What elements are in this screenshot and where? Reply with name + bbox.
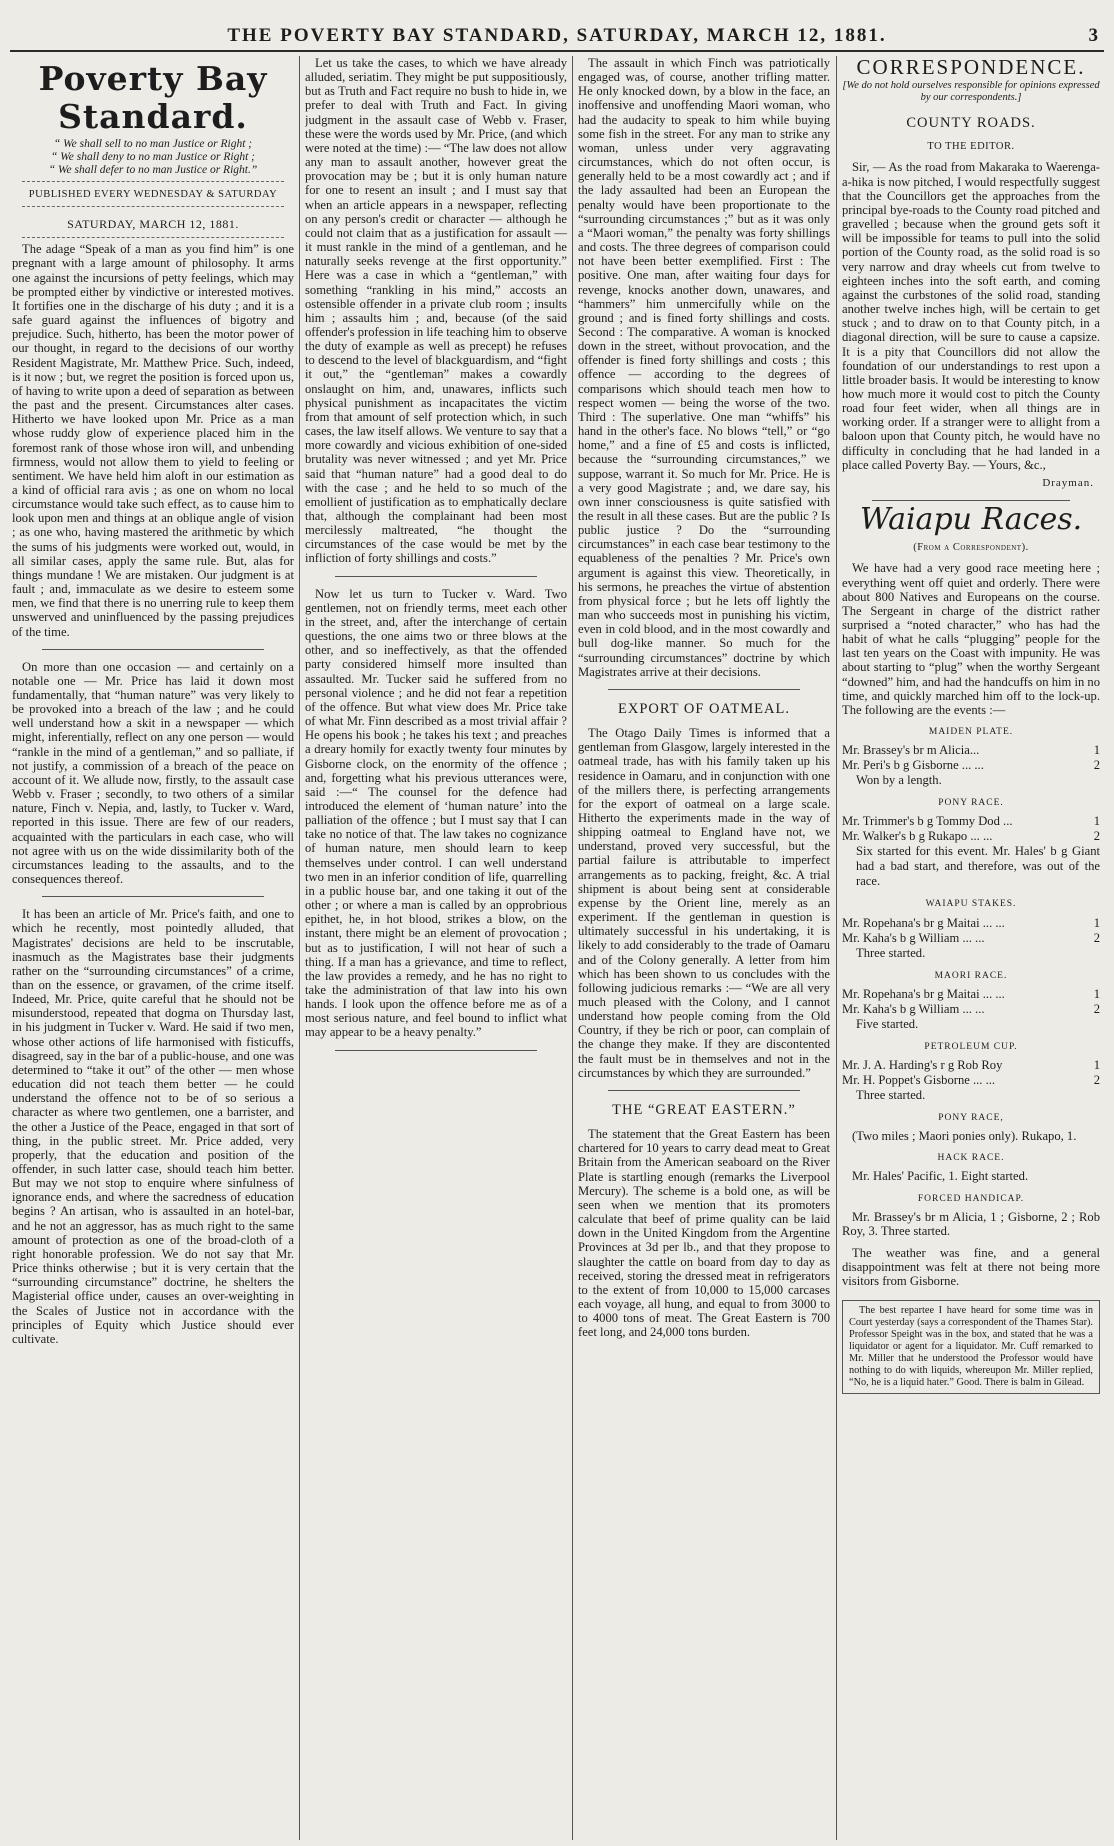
editorial-paragraph: Let us take the cases, to which we have already alluded, seriatim. They might be put suppositiously, but as Truth and Fact require no bush to hide in, we prefer to deal with Truth and Fact. In giving judgment in the assault case of Webb v. Fraser, these were the words used by Mr. Price, (and which were noted at the time) :— “The law does not allow any man to assault another, however great the provocation may be ; but it is only human nature for one to resent an insult ; and I must say that when an article appears in a newspaper, reflecting on any person's credit or character — although he could not claim that as a justification for assault — it must rankle in the mind of a gentleman, and he naturally seeks revenge at the first opportunity.” Here was a case in which a “gentleman,” with something “rankling in his mind,” accosts an ostensible offender in a private club room ; insults him ; assaults him ; and, because (of the said offender's profession in life teaching him to observe the duty of example as well as precept) he refuses to descend to the level of blackguardism, and “fight it out,” the “gentleman” makes a cowardly onslaught on him, and, unawares, inflicts such physical punishment as incapacitates the victim from that amount of self protection which, in such cases, the law itself allows. We venture to say that a more cowardly and vicious exhibition of one-sided brutality was never witnessed ; and yet Mr. Price said that “human nature” had a good deal to do with the case ; and he held to so much of the emollient of justification as to emphatically declare that, although the complainant had been most mercilessly maltreated, “he thought the circumstances of the case would be met by the infliction of forty shillings and costs.” <box>305 56 567 566</box>
horse-entry: Mr. Ropehana's br g Maitai ... ... <box>842 915 1005 930</box>
paper-name: Poverty Bay Standard. <box>38 59 268 136</box>
page-number: 3 <box>1088 25 1100 46</box>
place: 1 <box>1093 1057 1100 1072</box>
correspondence-heading: CORRESPONDENCE. <box>856 56 1086 79</box>
place: 1 <box>1093 814 1100 829</box>
race-note: Three started. <box>856 1087 926 1102</box>
race-event <box>842 796 1100 889</box>
oatmeal-heading: EXPORT OF OATMEAL. <box>618 700 790 717</box>
mottos <box>12 138 294 177</box>
masthead <box>0 0 1114 44</box>
repartee-note <box>842 1300 1100 1394</box>
race-event <box>842 897 1100 960</box>
race-title: HACK RACE. <box>937 1153 1005 1164</box>
column-divider <box>299 56 300 1840</box>
letter-salutation: TO THE EDITOR. <box>927 141 1015 153</box>
race-result <box>842 987 1100 1002</box>
correspondence-disclaimer: [We do not hold ourselves responsible for opinions expressed by our correspondents.] <box>842 80 1100 104</box>
race-note: Won by a length. <box>856 773 942 788</box>
ornamental-rule <box>22 237 284 238</box>
race-result <box>842 758 1100 773</box>
ornamental-rule <box>22 206 284 207</box>
race-title: WAIAPU STAKES. <box>925 899 1017 910</box>
race-note: Five started. <box>856 1016 919 1031</box>
race-title: FORCED HANDICAP. <box>917 1193 1025 1204</box>
column-2 <box>305 56 567 1840</box>
editorial-paragraph: Now let us turn to Tucker v. Ward. Two gentlemen, not on friendly terms, meet each other in the street, and, after the interchange of certain questions, the one aims two or three blows at the other, and so ineffectively, as that the offended party considered himself more insulted than assaulted. Mr. Tucker said he suffered from no personal violence ; and he did not fear a repetition of the offence. But what view does Mr. Price take of what Mr. Finn described as a most trivial affair ? He opens his book ; he takes his text ; and preaches a dreary homily for exactly twenty four minutes by Gisborne clock, on the enormity of the offence ; and, forgetting what his previous utterances were, said :—“ The counsel for the defence had introduced the element of ‘human nature’ into the palliation of the offence ; but I must say that I can take no notice of that. The law takes no cognizance of human nature, men should learn to keep themselves under control. I can well understand two men in an inferior condition of life, quarrelling in a public house bar, and one taking it out of the other ; or where a man is called by an opprobrious epithet, he, in hot blood, strikes a blow, on the instant, there might be an element of provocation ; but as to justification, I will not hear of such a thing. If a man has a grievance, and time to reflect, the law provides a remedy, and he has no right to take the administration of that law into his own hands. I look upon the offence before me as of a most serious nature, and feel bound to inflict what may appear to be a heavy penalty.” <box>305 586 567 1040</box>
horse-entry: Mr. Kaha's b g William ... ... <box>842 930 985 945</box>
horse-entry: Mr. Peri's b g Gisborne ... ... <box>842 758 984 773</box>
place: 2 <box>1093 829 1100 844</box>
race-event <box>842 725 1100 788</box>
place: 2 <box>1093 1072 1100 1087</box>
horse-entry: Mr. H. Poppet's Gisborne ... ... <box>842 1072 996 1087</box>
race-title: MAORI RACE. <box>934 970 1008 981</box>
great-eastern-heading: THE “GREAT EASTERN.” <box>612 1101 796 1118</box>
race-title: PETROLEUM CUP. <box>924 1041 1018 1052</box>
masthead-title: THE POVERTY BAY STANDARD, SATURDAY, MARCH 12, 1881. <box>227 25 887 46</box>
motto-line: “ We shall sell to no man Justice or Right ; <box>53 138 253 150</box>
race-result <box>842 829 1100 844</box>
section-rule <box>608 689 800 690</box>
race-text: Mr. Brassey's br m Alicia, 1 ; Gisborne, 2 ; Rob Roy, 3. Three started. <box>842 1209 1100 1238</box>
issue-date: SATURDAY, MARCH 12, 1881. <box>67 217 239 232</box>
place: 1 <box>1093 743 1100 758</box>
column-3 <box>578 56 830 1840</box>
races-heading: Waiapu Races. <box>859 502 1083 538</box>
place: 1 <box>1093 915 1100 930</box>
horse-entry: Mr. Ropehana's br g Maitai ... ... <box>842 986 1005 1001</box>
section-rule <box>335 1050 537 1051</box>
section-rule <box>42 649 264 650</box>
oatmeal-article: The Otago Daily Times is informed that a gentleman from Glasgow, largely interested in the oatmeal trade, has with his family taken up his residence in Oamaru, and in conjunction with one of the millers there, is perfecting arrangements for the export of oatmeal on a large scale. Hitherto the experiments made in the way of shipping oatmeal to England have not, we understand, proved very successful, but the partial failure is attributable to imperfect arrangements as to packing, freight, &c. A trial shipment is about being sent at considerable expense by the Orient line, merely as an experiment. If the gentleman in question is ultimately successful in his undertaking, it is likely to add considerably to the trade of Oamaru and of the Colony generally. A letter from him which has been shown to us concludes with the following judicious remarks :— “We are all very much pleased with the Colony, and I cannot understand how people coming from the Old Country, if they be rich or poor, can complain of the change they make. If they are discontented the fault must be in themselves and not in the circumstances by which they are surrounded.” <box>578 726 830 1080</box>
section-rule <box>42 896 264 897</box>
repartee-text: The best repartee I have heard for some time was in Court yesterday (says a correspondent of the Thames Star). Professor Speight was in the box, and stated that he was a liquidator or agent for a liquidator. Mr. Cuff remarked to Mr. Miller that he understood the Professor would have nothing to do with liquids, whereupon Mr. Miller replied, “No, he is a liquid hater.” Good. There is balm in Gilead. <box>849 1305 1093 1389</box>
race-result <box>842 814 1100 829</box>
race-note: Six started for this event. Mr. Hales' b g Giant had a bad start, and therefore, was out of the race. <box>856 844 1100 889</box>
letter-heading: COUNTY ROADS. <box>906 115 1036 132</box>
race-result <box>842 916 1100 931</box>
races-intro: We have had a very good race meeting here ; everything went off quiet and orderly. There were about 800 Natives and Europeans on the course. The Sergeant in charge of the district rather surprised a “noted character,” who has had the habit of what he calls “plugging” people for the last ten years on the Coast with impunity. He was about starting to “plug” when the worthy Sergeant “downed” him, and had the handcuffs on him in no time, and quickly marched him off to the lock-up. The following are the events :— <box>842 561 1100 717</box>
race-result <box>842 1002 1100 1017</box>
great-eastern-article: The statement that the Great Eastern has been chartered for 10 years to carry dead meat to Great Britain from the American seaboard on the River Plate is startling enough (remarks the Liverpool Mercury). The scheme is a bold one, as will be seen when we mention that its promoters calculate that beef of prime quality can be laid down in the United Kingdom from the Argentine Provinces at 3d per lb., and that they propose to slaughter the cattle on board from day to day as received, storing the dressed meat in refrigerators to the extent of from 10,000 to 15,000 carcases each voyage, all hung, and equal to from 3000 to to 4000 tons of meat. The Great Eastern is 700 feet long, and 24,000 tons burden. <box>578 1127 830 1340</box>
horse-entry: Mr. Kaha's b g William ... ... <box>842 1001 985 1016</box>
race-result <box>842 1058 1100 1073</box>
section-rule <box>608 1090 800 1091</box>
races-closing: The weather was fine, and a general disappointment was felt at there not being more visitors from Gisborne. <box>842 1245 1100 1289</box>
race-title: PONY RACE, <box>938 1112 1004 1123</box>
horse-entry: Mr. Walker's b g Rukapo ... ... <box>842 829 993 844</box>
horse-entry: Mr. J. A. Harding's r g Rob Roy <box>842 1057 1003 1072</box>
race-text: (Two miles ; Maori ponies only). Rukapo, 1. <box>852 1129 1077 1144</box>
editorial-paragraph: The adage “Speak of a man as you find him” is one pregnant with a large amount of philosophy. It arms one against the incursions of petty feelings, which may be prompted either by vindictive or interested motives. It fortifies one in the discharge of his duty ; and it is a safe guard against the influences of bigotry and prejudice. Such, hitherto, has been the motor power of our thought, in regard to the decisions of our worthy Resident Magistrate, Mr. Matthew Price. Such, indeed, is it now ; but, we regret the position is forced upon us, of having to write upon a deed of separation as between the past and the present. Circumstances alter cases. Hitherto we have looked upon Mr. Price as a man whose ruddy glow of experience placed him in the foremost rank of those whose iron will, and unbending firmness, would not allow them to yield to feeling or sentiment. We have held him aloft in our estimation as a kind of official rara avis ; as one on whom no local circumstance would take such effect, as to cause him to look upon men and things at an oblique angle of vision ; as one who, having mastered the arithmetic by which the sums of his judgments were worked out, would, in all similar cases, apply the same rule. But, alas for things mundane ! We are mistaken. Our judgment is at fault ; and, immaculate as we desire to esteem some men, we find that there is no unerring rule to keep them unswerved and uninfluenced by the passing prejudices of the time. <box>12 242 294 639</box>
section-rule <box>335 576 537 577</box>
race-result <box>842 743 1100 758</box>
column-4 <box>842 56 1100 1840</box>
race-title: MAIDEN PLATE. <box>928 727 1014 738</box>
race-result <box>842 1073 1100 1088</box>
race-text: Mr. Hales' Pacific, 1. Eight started. <box>852 1169 1029 1184</box>
ornamental-rule <box>22 181 284 182</box>
masthead-rule <box>10 50 1104 52</box>
motto-line: “ We shall deny to no man Justice or Right ; <box>51 151 255 163</box>
place: 2 <box>1093 930 1100 945</box>
race-event <box>842 1040 1100 1103</box>
place: 2 <box>1093 758 1100 773</box>
race-result <box>842 931 1100 946</box>
letter-body: Sir, — As the road from Makaraka to Waerenga-a-hika is now pitched, I would respectfully suggest that the Councillors get the approaches from the principal bye-roads to the County road pitched and gravelled ; because when the ground gets soft it will be impossible for teams to pull into the solid portion of the County road, as the solid road is so very narrow and dray wheels cut from twelve to eighteen inches into the soft earth, and coming against the curbstones of the solid road, standing another twelve inches high, will be certain to get stuck ; and to draw on to that County pitch, in a diagonal direction, will be sure to cause a capsize. It is a pity that Councillors did not allow the foundation of our understandings to rest upon a little broader basis. It would be interesting to know how much more it would cost to pitch the County road four feet wider, when all things are in working order. If a stranger were to allight from a baloon upon that County pitch, he would have no difficulty in concluding that he had landed in a place called Poverty Bay. — Yours, &c., <box>842 160 1100 472</box>
horse-entry: Mr. Trimmer's b g Tommy Dod ... <box>842 814 1013 829</box>
place: 2 <box>1093 1001 1100 1016</box>
publication-schedule: PUBLISHED EVERY WEDNESDAY & SATURDAY <box>28 189 278 200</box>
race-event <box>842 969 1100 1032</box>
column-divider <box>572 56 573 1840</box>
place: 1 <box>1093 986 1100 1001</box>
editorial-paragraph: On more than one occasion — and certainly on a notable one — Mr. Price has laid it down most fundamentally, that “human nature” was very likely to be provoked into a breach of the law ; and he could well understand how a skit in a newspaper — which might, inferentially, reflect on any one person — would “rankle in the mind of a gentleman,” and so palliate, if not justify, a commission of a breach of the peace on account of it. We allude now, firstly, to the assault case Webb v. Fraser ; secondly, to two others of a similar nature, Finch v. Nepia, and, lastly, to Tucker v. Ward, reported in this issue. There are few of our readers, acquainted with the particulars in each case, who will not agree with us on the wide dissimilarity both of the circumstances leading to the assaults, and to the consequences thereof. <box>12 659 294 887</box>
race-note: Three started. <box>856 945 926 960</box>
motto-line: “ We shall defer to no man Justice or Right.” <box>48 164 258 176</box>
horse-entry: Mr. Brassey's br m Alicia... <box>842 743 980 758</box>
race-title: PONY RACE. <box>938 798 1004 809</box>
editorial-paragraph: The assault in which Finch was patriotically engaged was, of course, another trifling matter. He only knocked down, by a blow in the face, an inoffensive and unoffending Maori woman, who had the audacity to speak to him while buying some fish in the street. For any man to strike any woman, unless under very aggravating circumstances, which do not often occur, is generally held to be a most cowardly act ; and if the lady assaulted had been an European the penalty would have been proportionate to the “surrounding circumstances ;” but as it was only a “Maori woman,” the penalty was forty shillings and costs. The three degrees of comparison could not have been better exemplified. First : The positive. One man, after waiting four days for revenge, knocks another down, unawares, and “hammers” him unmercifully while on the ground ; and is fined forty shillings and costs. Second : The comparative. A woman is knocked down in the street, without provocation, and the offender is fined forty shillings and costs ; this offence — according to the degrees of comparisons which should teach men how to respect women — being the worse of the two. Third : The superlative. One man “whiffs” his hand in the other's face. No blows “tell,” or “go home,” and a fine of £5 and costs is inflicted, because the “surrounding circumstances,” we suppose, warrant it. So much for Mr. Price. He is a very good Magistrate ; and, we dare say, his own inner consciousness is quite satisfied with the result in all these cases. But are the public ? Is public justice ? Do the “surrounding circumstances” in each case bear testimony to the equableness of the penalties ? Mr. Price's own argument is against this view. Theoretically, in his sermons, he preaches the virtue of abstention from physical force ; but he lets off lightly the man who succeeds most in punishing his victim, even in cold blood, and in the most cowardly and bull dog-like manner. So much for the “surrounding circumstances” doctrine by which Magistrates arrive at their decisions. <box>578 56 830 679</box>
section-rule <box>872 500 1070 501</box>
races-byline: (From a Correspondent). <box>913 542 1029 554</box>
column-divider <box>836 56 837 1840</box>
editorial-paragraph: It has been an article of Mr. Price's faith, and one to which he recently, most pointedly alluded, that Magistrates' decisions are held to be inscrutable, inasmuch as the Magistrates base their judgments rather on the “surrounding circumstances” of a crime, than on the essence, or gravamen, of the crime itself. Indeed, Mr. Price, quite careful that he should not be misunderstood, repeated that dogma on Thursday last, in his judgment in Tucker v. Ward. He said if two men, whose other actions of life harmonised with fisticuffs, disagreed, say in the bar of a public-house, and one was determined to “take it out” of the other — men whose education did not teach them better — he could understand the offence not to be of so serious a character as where two gentlemen, one a barrister, and the other a Justice of the Peace, engaged in that sort of thing, in the public street. Mr. Price added, very properly, that the education and position of the offender, in such latter case, should teach him better. But may we not stop to enquire where sinfulness of ignorance ends, and where the sacredness of education begins ? An artisan, who is assaulted in an hotel-bar, and he not an aggressor, has as much right to the same amount of protection as one of the broad-cloth of a right honorable profession. We do not say that Mr. Price thinks otherwise ; but it is very certain that the “surrounding circumstance” doctrine, he shelters the Magisterial office under, causes an over-weighting in the Scales of Justice not in accordance with the principles of Equity which Justice should ever cultivate. <box>12 907 294 1346</box>
letter-signature: Drayman. <box>1042 476 1094 489</box>
column-1 <box>12 56 294 1840</box>
